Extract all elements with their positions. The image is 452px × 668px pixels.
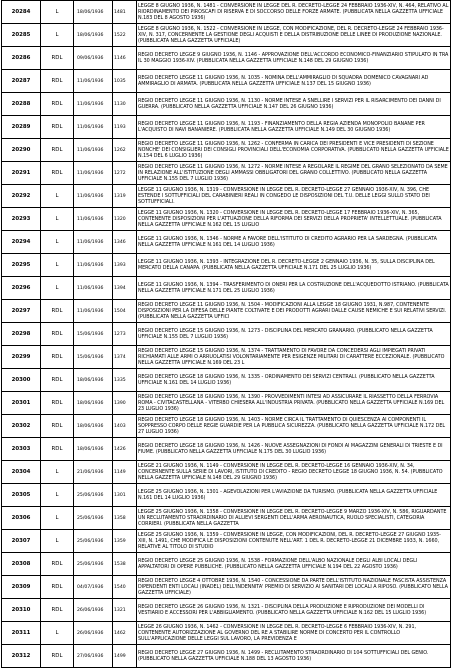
act-description: LEGGE 11 GIUGNO 1936, N. 1320 - CONVERSIONE IN LEGGE DEL R. DECRETO-LEGGE 17 FEBBRAIO 1936-XIV, N. 365, CONTENENTE DISPOSIZIONI PER L'ATTUAZIONE DELLA RIFORMA DEI SERVIZI DELLA PROPRIETA' INTELLETTUALE. (PUBBLICATA NELLA GAZZETTA UFFICIALE N.162 DEL 15 LUGLIO xyxy=(137,208,451,231)
act-description: LEGGE 11 GIUGNO 1936, N. 1393 - INTEGRAZIONE DEL R. DECRETO-LEGGE 2 GENNAIO 1936, N. 35, SULLA DISCIPLINA DEL MERCATO DELLA CANAPA. (PUBBLICATA NELLA GAZZETTA UFFICIALE N.171 DEL 25 LUGLIO 1936) xyxy=(137,254,451,277)
table-row xyxy=(2,530,451,553)
table-row xyxy=(2,116,451,139)
act-type: L xyxy=(41,530,74,553)
act-number: 1146 xyxy=(113,47,137,70)
record-id: 20284 xyxy=(2,1,41,24)
act-date: 09/06/1936 xyxy=(74,47,113,70)
act-number: 1540 xyxy=(113,576,137,599)
act-date: 11/06/1936 xyxy=(74,208,113,231)
act-number: 1193 xyxy=(113,116,137,139)
act-number: 1130 xyxy=(113,93,137,116)
table-row xyxy=(2,507,451,530)
act-description: REGIO DECRETO LEGGE 18 GIUGNO 1936, N. 1335 - ORDINAMENTO DEI SERVIZI CENTRALI. (PUBBLICATO NELLA GAZZETTA UFFICIALE N.161 DEL 14 LUGLIO 1936) xyxy=(137,369,451,392)
act-date: 11/06/1936 xyxy=(74,254,113,277)
act-date: 26/06/1936 xyxy=(74,622,113,645)
act-date: 11/06/1936 xyxy=(74,277,113,300)
table-row xyxy=(2,369,451,392)
act-description: REGIO DECRETO LEGGE 11 GIUGNO 1936, N. 1272 - NORME INTESE A REGOLARE IL REGIME DEL GRANO SELEZIONATO DA SEME IN RELAZIONE ALL'ISTITUZIONE DEGLI AMMASSI OBBLIGATORI DEL GRANO COLLETTIVO. (PUBBLICATO NELLA GAZZETTA UFFICIALE N.155 DEL 7 LUGLIO 1936) xyxy=(137,162,451,185)
act-date: 11/06/1936 xyxy=(74,139,113,162)
act-description: REGIO DECRETO LEGGE 18 GIUGNO 1936, N. 1403 - NORME CIRCA IL TRATTAMENTO DI QUIESCENZA AI COMPONENTI IL SOPPRESSO CORPO DELLE REGIE GUARDIE PER LA PUBBLICA SICUREZZA. (PUBBLICATO NELLA GAZZETTA UFFICIALE N.172 DEL 27 LUGLIO 1936) xyxy=(137,415,451,438)
act-date: 11/06/1936 xyxy=(74,116,113,139)
record-id: 20288 xyxy=(2,93,41,116)
act-date: 18/06/1936 xyxy=(74,24,113,47)
act-type: RDL xyxy=(41,47,74,70)
act-type: RDL xyxy=(41,323,74,346)
act-description: LEGGE 25 GIUGNO 1936, N. 1301 - AGEVOLAZIONI PER L'AVIAZIONE DA TURISMO. (PUBBLICATA NELLA GAZZETTA UFFICIALE N.161 DEL 14 LUGLIO 1936) xyxy=(137,484,451,507)
act-description: REGIO DECRETO LEGGE 11 GIUGNO 1936, N. 1130 - NORME INTESE A SNELLIRE I SERVIZI PER IL RISARCIMENTO DEI DANNI DI GUERRA. (PUBBLICATO NELLA GAZZETTA UFFICIALE N.147 DEL 26 GIUGNO 1936) xyxy=(137,93,451,116)
act-description: REGIO DECRETO LEGGE 11 GIUGNO 1936, N. 1035 - NOMINA DELL'AMMIRAGLIO DI SQUADRA DOMENICO CAVAGNARI AD AMMIRAGLIO DI ARMATA. (PUBBLICATA NELLA GAZZETTA UFFICIALE N.137 DEL 15 GIUGNO 1936) xyxy=(137,70,451,93)
act-description: LEGGE 25 GIUGNO 1936, N. 1358 - CONVERSIONE IN LEGGE DEL R. DECRETO-LEGGE 9 MARZO 1936-XIV, N. 586, RIGUARDANTE UN RECLUTAMENTO STRAORDINARIO DI ALLIEVI SERGENTI DELL'ARMA AERONAUTICA, RUOLO SPECIALISTI, CATEGORIA CORRIERI. (PUBBLICATA NELLA GAZZETTA xyxy=(137,507,451,530)
act-type: RDL xyxy=(41,392,74,415)
record-id: 20294 xyxy=(2,231,41,254)
act-number: 1273 xyxy=(113,323,137,346)
act-description: LEGGE 8 GIUGNO 1936, N. 1481 - CONVERSIONE IN LEGGE DEL R. DECRETO-LEGGE 24 FEBBRAIO 1936-XIV, N. 464, RELATIVO AL RIORDINAMENTO DEI PIROSCAFI DI RISERVA E DI SOCCORSO DELLE FORZE ARMATE. (PUBBLICATA NELLA GAZZETTA UFFICIALE N.183 DEL 8 AGOSTO 1936) xyxy=(137,1,451,24)
act-type: L xyxy=(41,484,74,507)
act-number: 1426 xyxy=(113,438,137,461)
table-row xyxy=(2,139,451,162)
record-id: 20310 xyxy=(2,599,41,622)
act-description: REGIO DECRETO LEGGE 9 GIUGNO 1936, N. 1146 - APPROVAZIONE DELL'ACCORDO ECONOMICO-FINANZIARIO STIPULATO IN TRA IL 30 MAGGIO 1936-XIV. (PUBBLICATA NELLA GAZZETTA UFFICIALE N.148 DEL 29 GIUGNO 1936) xyxy=(137,47,451,70)
record-id: 20307 xyxy=(2,530,41,553)
act-type: L xyxy=(41,277,74,300)
act-date: 27/06/1936 xyxy=(74,645,113,668)
act-type: L xyxy=(41,208,74,231)
act-description: LEGGE 11 GIUGNO 1936, N. 1319 - CONVERSIONE IN LEGGE DEL R. DECRETO-LEGGE 27 GENNAIO 1936-XIV, N. 396, CHE ESTENDE I SOTTUFFICIALI DEL CARABINIERI REALI IN CONGEDO LE DISPOSIZIONI DEL T.U. DELLE LEGGI SULLO STATO DEI SOTTUFFICIALI. xyxy=(137,185,451,208)
act-number: 1390 xyxy=(113,392,137,415)
act-date: 11/06/1936 xyxy=(74,70,113,93)
act-number: 1301 xyxy=(113,484,137,507)
act-date: 18/06/1936 xyxy=(74,369,113,392)
record-id: 20309 xyxy=(2,576,41,599)
laws-table xyxy=(1,0,451,668)
record-id: 20303 xyxy=(2,438,41,461)
record-id: 20295 xyxy=(2,254,41,277)
act-number: 1359 xyxy=(113,530,137,553)
act-date: 25/06/1936 xyxy=(74,484,113,507)
table-row xyxy=(2,323,451,346)
act-description: REGIO DECRETO LEGGE 15 GIUGNO 1936, N. 1273 - DISCIPLINA DEL MERCATO GRANARIO. (PUBBLICATO NELLA GAZZETTA UFFICIALE N.155 DEL 7 LUGLIO 1936) xyxy=(137,323,451,346)
document-page xyxy=(1,0,451,662)
record-id: 20287 xyxy=(2,70,41,93)
table-row xyxy=(2,47,451,70)
act-date: 25/06/1936 xyxy=(74,507,113,530)
act-type: RDL xyxy=(41,300,74,323)
table-row xyxy=(2,24,451,47)
record-id: 20311 xyxy=(2,622,41,645)
act-number: 1320 xyxy=(113,208,137,231)
act-type: L xyxy=(41,507,74,530)
table-row xyxy=(2,185,451,208)
act-type: RDL xyxy=(41,93,74,116)
act-description: LEGGE 8 GIUGNO 1936, N. 1522 - CONVERSIONE IN LEGGE, CON MODIFICAZIONE, DEL R. DECRETO-LEGGE 24 FEBBRAIO 1936-XIV, N. 317, CONCERNENTE LA GESTIONE DEGLI ACQUISTI E DELLA DISTRIBUZIONE DELLE LINEE DI PRODUZIONE NAZIONALE. (PUBBLICATA NELLA GAZZETTA UFFICIALE) xyxy=(137,24,451,47)
act-type: L xyxy=(41,1,74,24)
act-type: RDL xyxy=(41,369,74,392)
table-row xyxy=(2,392,451,415)
record-id: 20296 xyxy=(2,277,41,300)
act-description: REGIO DECRETO LEGGE 18 GIUGNO 1936, N. 1426 - NUOVE ASSEGNAZIONI DI FONDI AI MAGAZZINI GENERALI DI TRIESTE E DI FIUME. (PUBBLICATO NELLA GAZZETTA UFFICIALE N.175 DEL 30 LUGLIO 1936) xyxy=(137,438,451,461)
record-id: 20289 xyxy=(2,116,41,139)
act-type: RDL xyxy=(41,70,74,93)
act-number: 1403 xyxy=(113,415,137,438)
record-id: 20300 xyxy=(2,369,41,392)
act-type: L xyxy=(41,461,74,484)
table-row xyxy=(2,93,451,116)
act-type: RDL xyxy=(41,438,74,461)
act-description: REGIO DECRETO LEGGE 15 GIUGNO 1936, N. 1374 - TRATTAMENTO DI FAVORE DA CONCEDERSI AGLI IMPIEGATI PRIVATI RICHIAMATI ALLE ARMI O ARRUOLATISI VOLONTARIAMENTE PER ESIGENZE MILITARI DI CARATTERE ECCEZIONALE. (PUBBLICATO NELLA GAZZETTA UFFICIALE N.169 DEL 23 L xyxy=(137,346,451,369)
act-number: 1321 xyxy=(113,599,137,622)
act-number: 1522 xyxy=(113,24,137,47)
record-id: 20312 xyxy=(2,645,41,668)
act-type: L xyxy=(41,254,74,277)
act-type: RDL xyxy=(41,346,74,369)
table-row xyxy=(2,70,451,93)
act-type: RDL xyxy=(41,162,74,185)
act-description: REGIO DECRETO LEGGE 26 GIUGNO 1936, N. 1321 - DISCIPLINA DELLA PRODUZIONE E RIPRODUZIONE DEI MODELLI DI VESTIARIO E ACCESSORI PER L'ABBIGLIAMENTO. (PUBBLICATO NELLA GAZZETTA UFFICIALE N.162 DEL 15 LUGLIO 1936) xyxy=(137,599,451,622)
act-number: 1262 xyxy=(113,139,137,162)
act-type: RDL xyxy=(41,139,74,162)
act-date: 18/06/1936 xyxy=(74,1,113,24)
act-type: RDL xyxy=(41,576,74,599)
act-number: 1035 xyxy=(113,70,137,93)
act-type: L xyxy=(41,24,74,47)
act-description: LEGGE 21 GIUGNO 1936, N. 1149 - CONVERSIONE IN LEGGE DEL R. DECRETO-LEGGE 16 GENNAIO 1936-XIV, N. 34, CONCERNENTE SULLA SERIE DI LAVORI, ISTITUTO DI CREDITO - REGIO DECRETO LEGGE 18 GIUGNO 1936, N. 54. (PUBBLICATO NELLA GAZZETTA UFFICIALE N.148 DEL 29 GIUGNO 1936) xyxy=(137,461,451,484)
act-date: 25/06/1936 xyxy=(74,553,113,576)
act-description: REGIO DECRETO LEGGE 11 GIUGNO 1936, N. 1504 - MODIFICAZIONI ALLA LEGGE 18 GIUGNO 1931, N.987, CONTENENTE DISPOSIZIONI PER LA DIFESA DELLE PIANTE COLTIVATE E DEI PRODOTTI AGRARI DALLE CAUSE NEMICHE E SUI RELATIVI SERVIZI. (PUBBLICATA NELLA GAZZETTA UFFICI xyxy=(137,300,451,323)
act-number: 1462 xyxy=(113,622,137,645)
record-id: 20306 xyxy=(2,507,41,530)
act-description: LEGGE 26 GIUGNO 1936, N. 1462 - CONVERSIONE IN LEGGE DEL R. DECRETO-LEGGE 6 FEBBRAIO 1936-XIV, N. 291, CONTENENTE AUTORIZZAZIONE AL GOVERNO DEL RE A STABILIRE NORME DI CONCERTO PER IL CONTROLLO SULL'APPLICAZIONE DELLE LEGGI SUL LAVORO, LA PREVIDENZA E xyxy=(137,622,451,645)
act-date: 26/06/1936 xyxy=(74,599,113,622)
act-number: 1346 xyxy=(113,231,137,254)
table-row xyxy=(2,277,451,300)
act-type: RDL xyxy=(41,645,74,668)
act-date: 11/06/1936 xyxy=(74,300,113,323)
record-id: 20290 xyxy=(2,139,41,162)
record-id: 20304 xyxy=(2,461,41,484)
act-date: 25/06/1936 xyxy=(74,530,113,553)
record-id: 20291 xyxy=(2,162,41,185)
act-date: 11/06/1936 xyxy=(74,231,113,254)
act-date: 18/06/1936 xyxy=(74,392,113,415)
table-row xyxy=(2,208,451,231)
table-row xyxy=(2,484,451,507)
record-id: 20286 xyxy=(2,47,41,70)
record-id: 20297 xyxy=(2,300,41,323)
record-id: 20293 xyxy=(2,208,41,231)
act-type: RDL xyxy=(41,553,74,576)
act-description: REGIO DECRETO LEGGE 18 GIUGNO 1936, N. 1390 - PROVVEDIMENTI INTESI AD ASSICURARE IL RIASSETTO DELLA FERROVIA ROMA - CIVITACASTELLANA - VITERBO CHIESERA ALL'INDUSTRIA PRIVATA. (PUBBLICATO NELLA GAZZETTA UFFICIALE N.169 DEL 23 LUGLIO 1936) xyxy=(137,392,451,415)
act-type: L xyxy=(41,231,74,254)
record-id: 20308 xyxy=(2,553,41,576)
table-row xyxy=(2,645,451,668)
record-id: 20292 xyxy=(2,185,41,208)
record-id: 20298 xyxy=(2,323,41,346)
act-description: REGIO DECRETO LEGGE 4 OTTOBRE 1936, N. 1540 - CONCESSIONE DA PARTE DELL'ISTITUTO NAZIONALE FASCISTA ASSISTENZA DIPENDENTI ENTI LOCALI (INADEL) DELL'INDENNITA' PREMIO DI SERVIZIO AI SANITARI DEI LOCALI A RIPOSO. (PUBBLICATO NELLA GAZZETTA UFFICIALE) xyxy=(137,576,451,599)
act-number: 1499 xyxy=(113,645,137,668)
act-number: 1335 xyxy=(113,369,137,392)
act-type: L xyxy=(41,622,74,645)
act-date: 11/06/1936 xyxy=(74,93,113,116)
laws-table-body xyxy=(2,1,451,668)
act-type: RDL xyxy=(41,116,74,139)
table-row xyxy=(2,622,451,645)
table-row xyxy=(2,300,451,323)
act-number: 1319 xyxy=(113,185,137,208)
table-row xyxy=(2,553,451,576)
table-row xyxy=(2,576,451,599)
act-date: 18/06/1936 xyxy=(74,438,113,461)
act-number: 1504 xyxy=(113,300,137,323)
record-id: 20299 xyxy=(2,346,41,369)
table-row xyxy=(2,254,451,277)
act-type: RDL xyxy=(41,415,74,438)
table-row xyxy=(2,231,451,254)
act-number: 1393 xyxy=(113,254,137,277)
act-number: 1394 xyxy=(113,277,137,300)
record-id: 20301 xyxy=(2,392,41,415)
act-number: 1538 xyxy=(113,553,137,576)
act-date: 15/06/1936 xyxy=(74,323,113,346)
record-id: 20285 xyxy=(2,24,41,47)
act-description: REGIO DECRETO LEGGE 25 GIUGNO 1936, N. 1538 - FORMAZIONE DELL'ALBO NAZIONALE DEGLI ALBI LOCALI DEGLI APPALTATORI DI OPERE PUBBLICHE. (PUBBLICATO NELLA GAZZETTA UFFICIALE N.194 DEL 22 AGOSTO 1936) xyxy=(137,553,451,576)
act-description: LEGGE 25 GIUGNO 1936, N. 1359 - CONVERSIONE IN LEGGE, CON MODIFICAZIONI, DEL R. DECRETO-LEGGE 27 GIUGNO 1935-XIII, N. 1491, CHE MODIFICA LE DISPOSIZIONI CONTENUTE NELL'ART. 1 DEL R. DECRETO-LEGGE 21 DICEMBRE 1933, N. 1660, RELATIVE AL TITOLO DI STUDIO xyxy=(137,530,451,553)
act-description: LEGGE 11 GIUGNO 1936, N. 1394 - TRASFERIMENTO DI ONERI PER LA COSTRUZIONE DELL'ACQUEDOTTO ISTRIANO. (PUBBLICATA NELLA GAZZETTA UFFICIALE N.171 DEL 25 LUGLIO 1936) xyxy=(137,277,451,300)
act-number: 1272 xyxy=(113,162,137,185)
act-date: 11/06/1936 xyxy=(74,185,113,208)
act-date: 15/06/1936 xyxy=(74,346,113,369)
act-number: 1149 xyxy=(113,461,137,484)
table-row xyxy=(2,415,451,438)
act-date: 04/07/1936 xyxy=(74,576,113,599)
record-id: 20305 xyxy=(2,484,41,507)
act-number: 1481 xyxy=(113,1,137,24)
table-row xyxy=(2,461,451,484)
table-row xyxy=(2,599,451,622)
act-date: 21/06/1936 xyxy=(74,461,113,484)
record-id: 20302 xyxy=(2,415,41,438)
act-number: 1374 xyxy=(113,346,137,369)
act-type: L xyxy=(41,185,74,208)
act-description: REGIO DECRETO LEGGE 27 GIUGNO 1936, N. 1499 - RECLUTAMENTO STRAORDINARIO DI 104 SOTTUFFICIALI DEL GENIO. (PUBBLICATO NELLA GAZZETTA UFFICIALE N.188 DEL 13 AGOSTO 1936) xyxy=(137,645,451,668)
table-row xyxy=(2,1,451,24)
act-date: 11/06/1936 xyxy=(74,162,113,185)
act-number: 1358 xyxy=(113,507,137,530)
table-row xyxy=(2,438,451,461)
act-description: LEGGE 11 GIUGNO 1936, N. 1346 - NORME A FAVORE DELL'ISTITUTO DI CREDITO AGRARIO PER LA SARDEGNA. (PUBBLICATA NELLA GAZZETTA UFFICIALE N.161 DEL 14 LUGLIO 1936) xyxy=(137,231,451,254)
act-description: REGIO DECRETO LEGGE 11 GIUGNO 1936, N. 1193 - FINANZIAMENTO DELLA REGIA AZIENDA MONOPOLIO BANANE PER L'ACQUISTO DI NAVI BANANIERE. (PUBBLICATA NELLA GAZZETTA UFFICIALE N.149 DEL 30 GIUGNO 1936) xyxy=(137,116,451,139)
table-row xyxy=(2,162,451,185)
act-date: 18/06/1936 xyxy=(74,415,113,438)
table-row xyxy=(2,346,451,369)
act-description: REGIO DECRETO LEGGE 11 GIUGNO 1936, N. 1262 - CONFERMA IN CARICA DEI PRESIDENTI E VICE PRESIDENTI DI SEZIONE NONCHE' DEI CONSIGLIERI DEI CONSIGLI PROVINCIALI DELL'ECONOMIA CORPORATIVA. (PUBBLICATO NELLA GAZZETTA UFFICIALE N.154 DEL 6 LUGLIO 1936) xyxy=(137,139,451,162)
act-type: RDL xyxy=(41,599,74,622)
